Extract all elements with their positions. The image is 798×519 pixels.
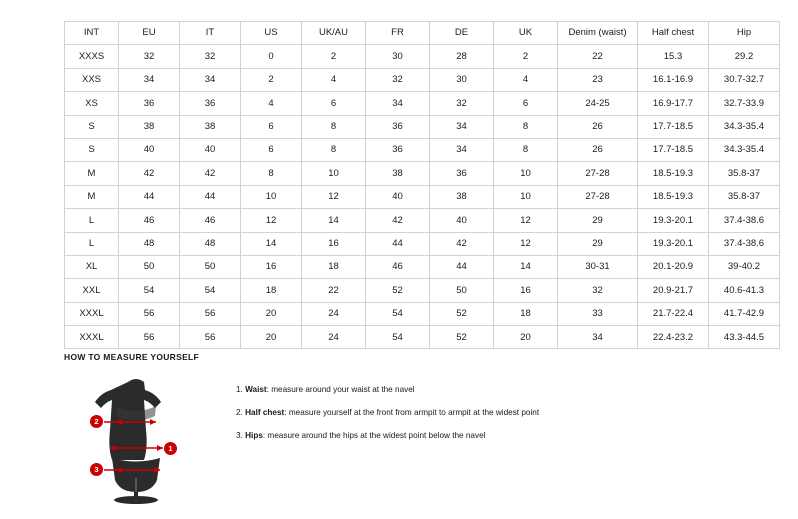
table-cell: 20 xyxy=(241,326,302,349)
table-cell: 46 xyxy=(180,209,241,232)
step-term: Waist xyxy=(245,385,267,394)
table-cell: 20 xyxy=(494,326,558,349)
table-cell: 56 xyxy=(119,302,180,325)
table-cell: 54 xyxy=(366,302,430,325)
table-cell: 18.5-19.3 xyxy=(638,162,709,185)
column-header-fr: FR xyxy=(366,22,430,45)
table-cell: XXL xyxy=(65,279,119,302)
table-cell: XXS xyxy=(65,68,119,91)
figure-badge-1: 1 xyxy=(164,442,177,455)
table-cell: 35.8-37 xyxy=(709,162,780,185)
column-header-it: IT xyxy=(180,22,241,45)
table-row xyxy=(65,138,780,161)
step-text: : measure around the hips at the widest point below the navel xyxy=(262,431,486,441)
column-header-uk-au: UK/AU xyxy=(302,22,366,45)
table-cell: 32 xyxy=(558,279,638,302)
size-chart-container xyxy=(64,21,765,349)
table-cell: 14 xyxy=(494,255,558,278)
table-cell: 52 xyxy=(366,279,430,302)
column-header-eu: EU xyxy=(119,22,180,45)
table-cell: 46 xyxy=(366,255,430,278)
table-body xyxy=(65,45,780,349)
table-cell: 44 xyxy=(366,232,430,255)
table-row xyxy=(65,232,780,255)
table-cell: 17.7-18.5 xyxy=(638,115,709,138)
table-cell: 10 xyxy=(241,185,302,208)
column-header-denim-waist: Denim (waist) xyxy=(558,22,638,45)
table-row xyxy=(65,279,780,302)
measurement-step xyxy=(236,430,539,441)
table-cell: 6 xyxy=(241,138,302,161)
table-cell: 41.7-42.9 xyxy=(709,302,780,325)
table-cell: 29 xyxy=(558,209,638,232)
table-cell: 32 xyxy=(366,68,430,91)
table-cell: 36 xyxy=(119,92,180,115)
table-cell: 44 xyxy=(430,255,494,278)
table-cell: 36 xyxy=(430,162,494,185)
table-cell: 40 xyxy=(180,138,241,161)
table-cell: 54 xyxy=(366,326,430,349)
table-cell: 35.8-37 xyxy=(709,185,780,208)
table-cell: 17.7-18.5 xyxy=(638,138,709,161)
table-cell: 22.4-23.2 xyxy=(638,326,709,349)
table-cell: 6 xyxy=(241,115,302,138)
measurement-steps xyxy=(236,372,539,453)
measurement-figure xyxy=(64,372,204,507)
table-cell: 34 xyxy=(430,115,494,138)
table-cell: 27-28 xyxy=(558,162,638,185)
table-row xyxy=(65,68,780,91)
table-cell: 8 xyxy=(494,115,558,138)
table-cell: 42 xyxy=(180,162,241,185)
table-cell: 32.7-33.9 xyxy=(709,92,780,115)
table-cell: 8 xyxy=(302,115,366,138)
step-number: 1. xyxy=(236,385,243,394)
table-cell: M xyxy=(65,185,119,208)
mannequin-illustration xyxy=(64,372,204,507)
table-cell: 6 xyxy=(302,92,366,115)
table-cell: 34 xyxy=(366,92,430,115)
table-cell: 34 xyxy=(558,326,638,349)
table-cell: 10 xyxy=(494,185,558,208)
step-number: 3. xyxy=(236,431,243,441)
how-to-measure-title: HOW TO MEASURE YOURSELF xyxy=(64,352,200,362)
table-cell: 18 xyxy=(494,302,558,325)
table-cell: 24 xyxy=(302,326,366,349)
table-cell: XS xyxy=(65,92,119,115)
table-cell: 40 xyxy=(119,138,180,161)
table-cell: 14 xyxy=(302,209,366,232)
column-header-int: INT xyxy=(65,22,119,45)
how-to-measure-section xyxy=(64,352,744,507)
table-cell: 24 xyxy=(302,302,366,325)
table-cell: 16 xyxy=(241,255,302,278)
table-cell: 26 xyxy=(558,115,638,138)
table-cell: 18 xyxy=(241,279,302,302)
table-cell: 54 xyxy=(180,279,241,302)
table-header-row xyxy=(65,22,780,45)
table-cell: 38 xyxy=(180,115,241,138)
table-row xyxy=(65,92,780,115)
table-cell: 36 xyxy=(366,138,430,161)
table-cell: XXXS xyxy=(65,45,119,68)
table-cell: 16.9-17.7 xyxy=(638,92,709,115)
table-cell: 20.1-20.9 xyxy=(638,255,709,278)
column-header-us: US xyxy=(241,22,302,45)
table-row xyxy=(65,255,780,278)
column-header-de: DE xyxy=(430,22,494,45)
column-header-uk: UK xyxy=(494,22,558,45)
table-cell: 40.6-41.3 xyxy=(709,279,780,302)
table-cell: 14 xyxy=(241,232,302,255)
table-cell: 34 xyxy=(119,68,180,91)
table-cell: 56 xyxy=(180,302,241,325)
table-row xyxy=(65,209,780,232)
measurement-step xyxy=(236,384,539,395)
table-cell: XXXL xyxy=(65,302,119,325)
table-cell: 23 xyxy=(558,68,638,91)
how-to-measure-body xyxy=(64,372,744,507)
table-row xyxy=(65,185,780,208)
table-cell: 19.3-20.1 xyxy=(638,209,709,232)
table-cell: 36 xyxy=(180,92,241,115)
table-cell: 18 xyxy=(302,255,366,278)
table-cell: 10 xyxy=(494,162,558,185)
table-cell: 16 xyxy=(302,232,366,255)
table-cell: 37.4-38.6 xyxy=(709,209,780,232)
table-cell: 12 xyxy=(494,209,558,232)
table-cell: 38 xyxy=(119,115,180,138)
table-cell: L xyxy=(65,209,119,232)
step-text: : measure yourself at the front from armpit to armpit at the widest point xyxy=(284,408,540,418)
column-header-hip: Hip xyxy=(709,22,780,45)
table-cell: 8 xyxy=(302,138,366,161)
table-cell: 34 xyxy=(180,68,241,91)
table-cell: S xyxy=(65,115,119,138)
table-cell: 8 xyxy=(241,162,302,185)
table-cell: 29 xyxy=(558,232,638,255)
table-cell: 32 xyxy=(119,45,180,68)
table-cell: 30-31 xyxy=(558,255,638,278)
table-cell: 38 xyxy=(430,185,494,208)
table-row xyxy=(65,45,780,68)
table-cell: 50 xyxy=(180,255,241,278)
table-row xyxy=(65,302,780,325)
column-header-half-chest: Half chest xyxy=(638,22,709,45)
table-cell: 46 xyxy=(119,209,180,232)
table-row xyxy=(65,326,780,349)
table-cell: 39-40.2 xyxy=(709,255,780,278)
table-cell: 38 xyxy=(366,162,430,185)
table-cell: 50 xyxy=(119,255,180,278)
table-cell: 42 xyxy=(119,162,180,185)
step-term: Half chest xyxy=(245,408,285,418)
table-cell: 30.7-32.7 xyxy=(709,68,780,91)
table-cell: 56 xyxy=(119,326,180,349)
table-cell: 16 xyxy=(494,279,558,302)
table-cell: 4 xyxy=(494,68,558,91)
table-cell: 52 xyxy=(430,302,494,325)
table-cell: 8 xyxy=(494,138,558,161)
table-cell: 20 xyxy=(241,302,302,325)
table-cell: 42 xyxy=(366,209,430,232)
table-cell: 34.3-35.4 xyxy=(709,138,780,161)
table-cell: 42 xyxy=(430,232,494,255)
table-cell: 32 xyxy=(430,92,494,115)
table-cell: S xyxy=(65,138,119,161)
table-cell: 56 xyxy=(180,326,241,349)
table-cell: 37.4-38.6 xyxy=(709,232,780,255)
table-cell: 15.3 xyxy=(638,45,709,68)
table-cell: 34.3-35.4 xyxy=(709,115,780,138)
table-row xyxy=(65,162,780,185)
table-cell: 40 xyxy=(366,185,430,208)
table-cell: 30 xyxy=(430,68,494,91)
table-cell: 18.5-19.3 xyxy=(638,185,709,208)
step-number: 2. xyxy=(236,408,243,418)
table-cell: 30 xyxy=(366,45,430,68)
table-cell: M xyxy=(65,162,119,185)
table-cell: 24-25 xyxy=(558,92,638,115)
table-cell: 32 xyxy=(180,45,241,68)
table-cell: 20.9-21.7 xyxy=(638,279,709,302)
table-cell: 44 xyxy=(180,185,241,208)
table-cell: 21.7-22.4 xyxy=(638,302,709,325)
table-cell: 4 xyxy=(302,68,366,91)
figure-badge-3: 3 xyxy=(90,463,103,476)
table-cell: 40 xyxy=(430,209,494,232)
table-cell: 12 xyxy=(494,232,558,255)
table-cell: 22 xyxy=(302,279,366,302)
table-cell: XXXL xyxy=(65,326,119,349)
size-chart-table xyxy=(64,21,780,349)
table-cell: 50 xyxy=(430,279,494,302)
table-cell: 29.2 xyxy=(709,45,780,68)
table-cell: 54 xyxy=(119,279,180,302)
table-cell: 2 xyxy=(494,45,558,68)
table-cell: L xyxy=(65,232,119,255)
table-row xyxy=(65,115,780,138)
table-cell: 26 xyxy=(558,138,638,161)
table-cell: 36 xyxy=(366,115,430,138)
table-cell: 2 xyxy=(241,68,302,91)
table-cell: 16.1-16.9 xyxy=(638,68,709,91)
figure-badge-2: 2 xyxy=(90,415,103,428)
table-cell: 44 xyxy=(119,185,180,208)
table-cell: 6 xyxy=(494,92,558,115)
step-term: Hips xyxy=(245,431,263,441)
table-cell: 33 xyxy=(558,302,638,325)
table-cell: 48 xyxy=(119,232,180,255)
table-cell: 2 xyxy=(302,45,366,68)
table-cell: 43.3-44.5 xyxy=(709,326,780,349)
table-cell: 27-28 xyxy=(558,185,638,208)
measurement-step xyxy=(236,407,539,418)
table-cell: 0 xyxy=(241,45,302,68)
table-cell: 48 xyxy=(180,232,241,255)
table-cell: 10 xyxy=(302,162,366,185)
table-cell: 19.3-20.1 xyxy=(638,232,709,255)
table-cell: 34 xyxy=(430,138,494,161)
table-cell: 22 xyxy=(558,45,638,68)
table-cell: XL xyxy=(65,255,119,278)
table-cell: 28 xyxy=(430,45,494,68)
table-cell: 12 xyxy=(241,209,302,232)
table-cell: 12 xyxy=(302,185,366,208)
step-text: : measure around your waist at the navel xyxy=(266,385,415,394)
table-cell: 4 xyxy=(241,92,302,115)
table-cell: 52 xyxy=(430,326,494,349)
